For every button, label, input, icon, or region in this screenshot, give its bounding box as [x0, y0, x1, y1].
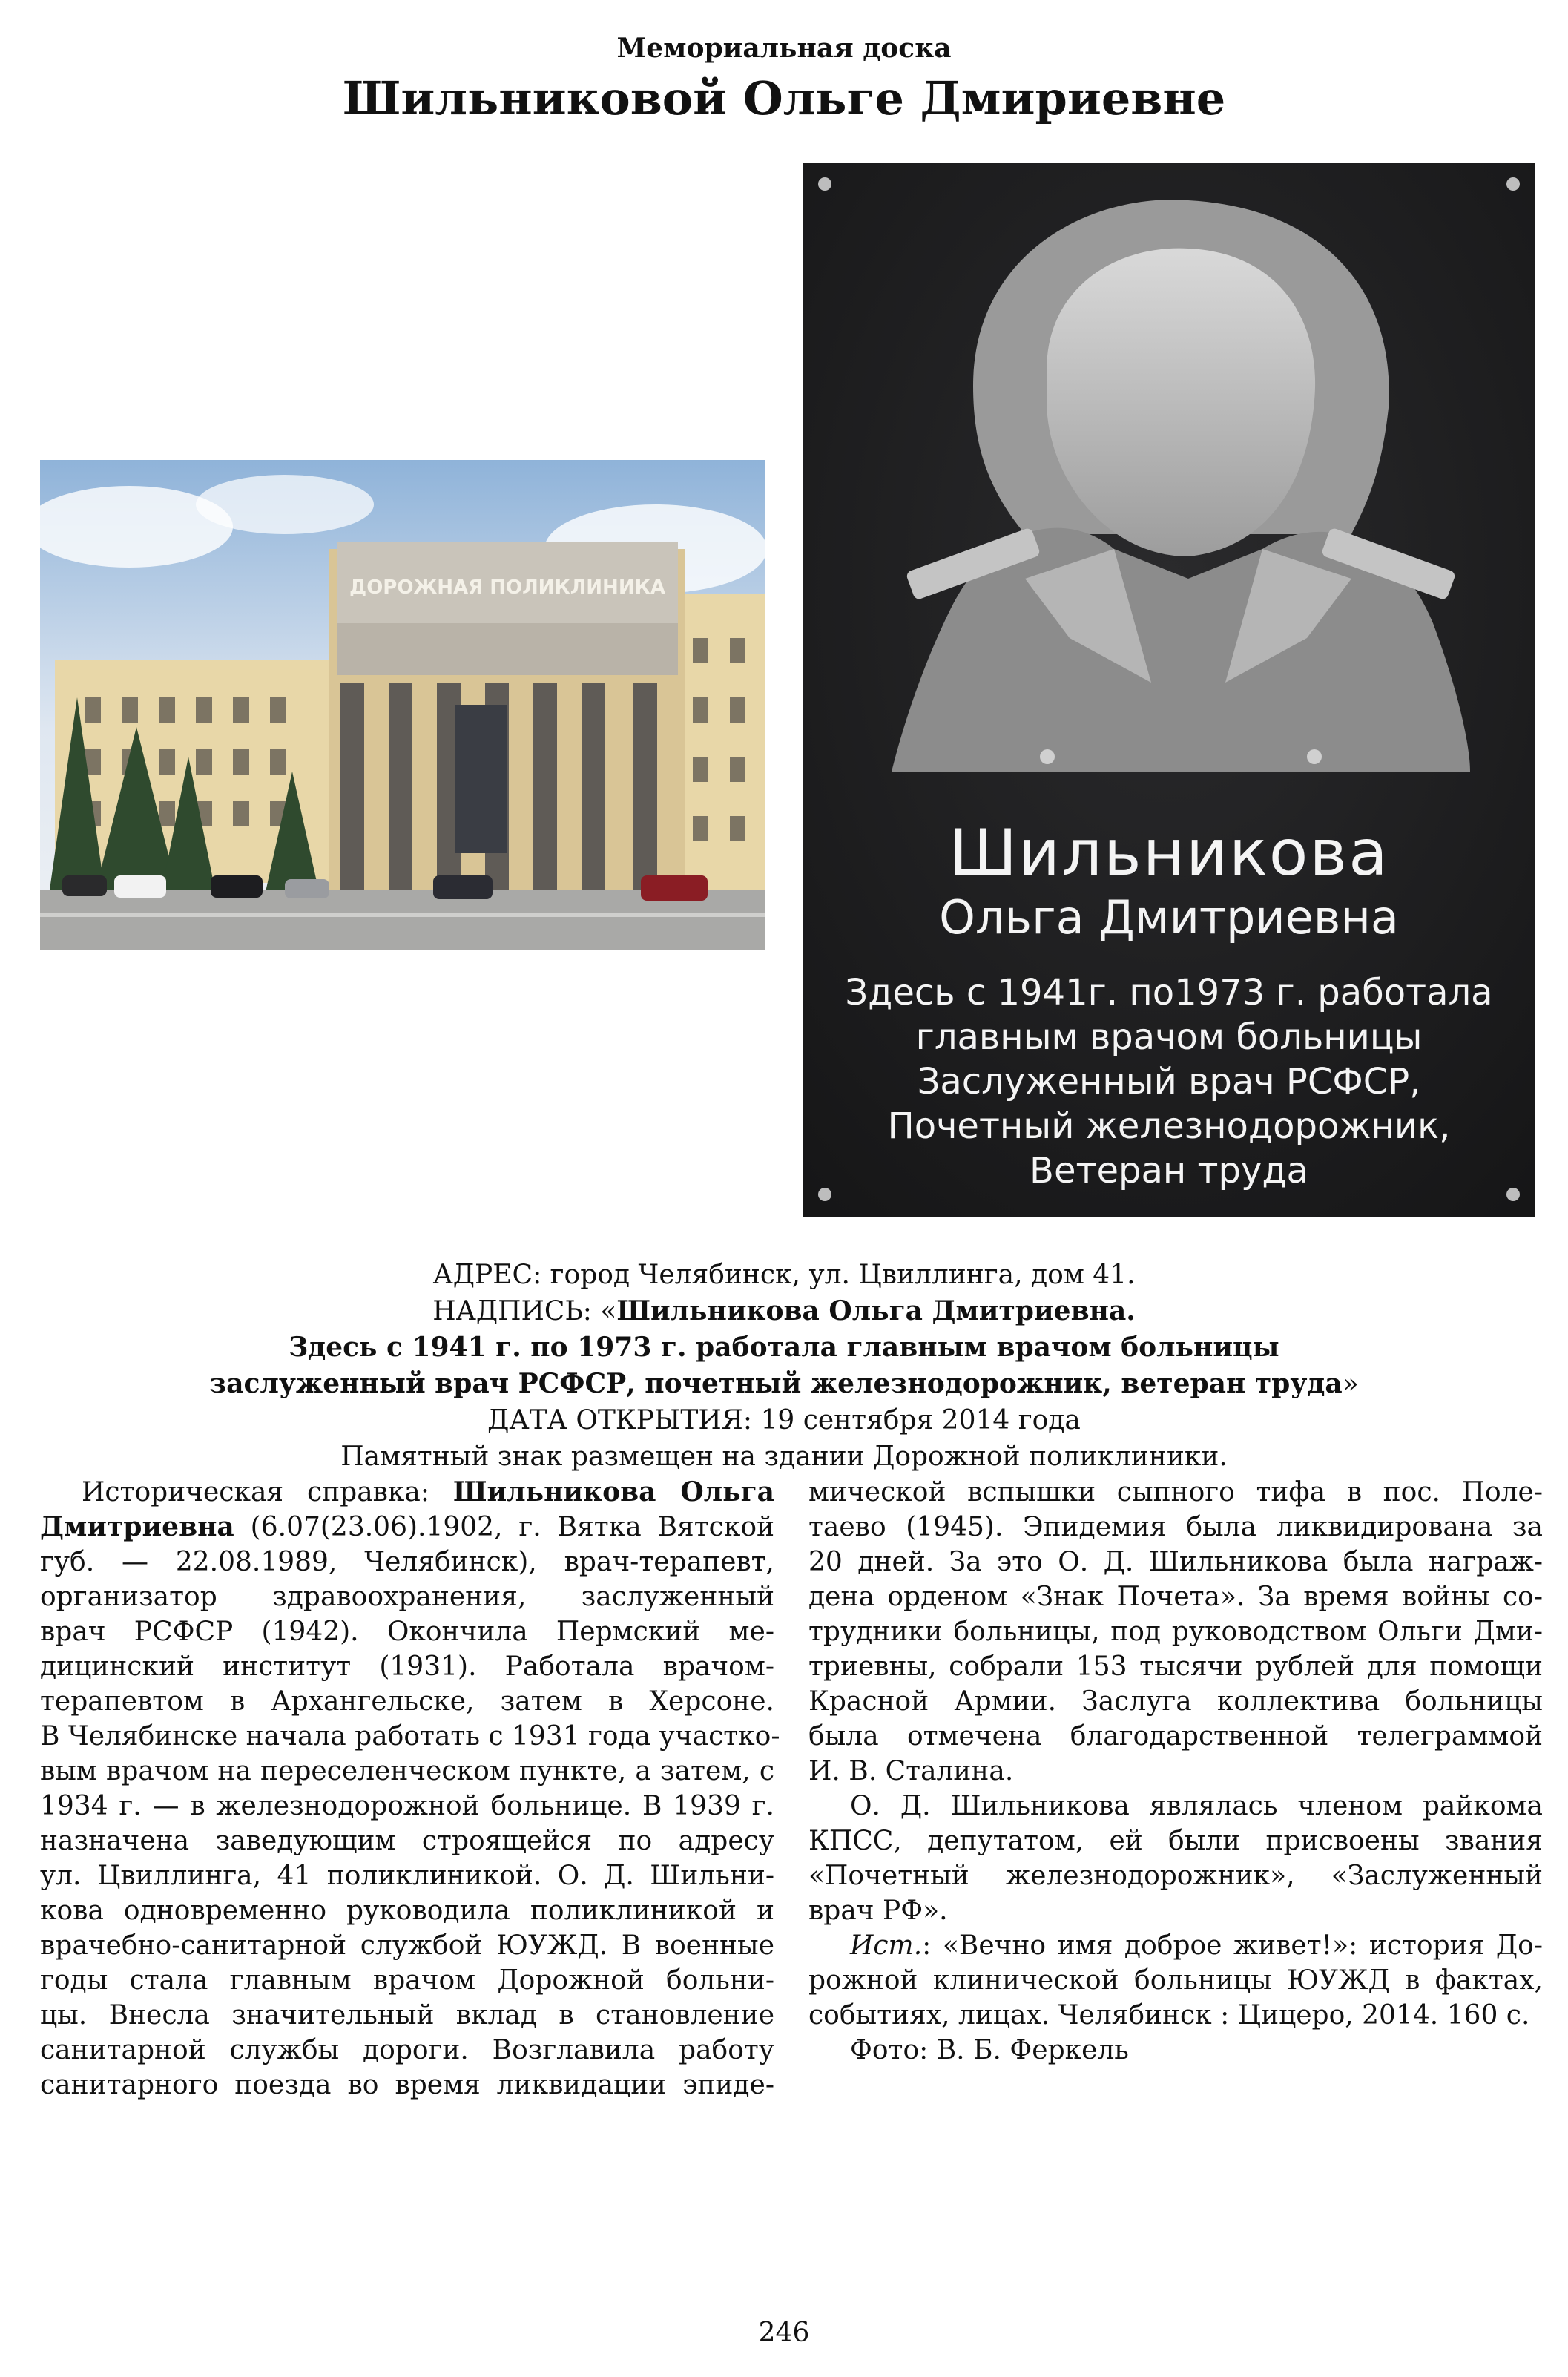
text-line: губ. — 22.08.1989, Челябинск), врач-терапевт,	[40, 1547, 774, 1577]
text-line: кова одновременно руководила поликлиникой и	[40, 1896, 774, 1926]
plaque-line: Заслуженный врач РСФСР,	[917, 1061, 1421, 1102]
text-line: Историческая справка: Шильникова Ольга	[82, 1476, 774, 1508]
text-line: годы стала главным врачом Дорожной больни-	[40, 1965, 774, 1996]
text-line: В Челябинске начала работать с 1931 года участко-	[40, 1721, 780, 1752]
text-line: трудники больницы, под руководством Ольги Дми-	[808, 1617, 1543, 1647]
caption-opening-date: ДАТА ОТКРЫТИЯ: 19 сентября 2014 года	[487, 1405, 1081, 1436]
page-number: 246	[758, 2318, 810, 2348]
text-line: мической вспышки сыпного тифа в пос. Поле-	[808, 1477, 1543, 1508]
text-line: дицинский институт (1931). Работала врачом-	[40, 1651, 774, 1682]
caption-inscription: НАДПИСЬ: «Шильникова Ольга Дмитриевна.	[432, 1295, 1136, 1326]
text-line: санитарной службы дороги. Возглавила работу	[40, 2035, 774, 2065]
page-kicker: Мемориальная доска	[616, 33, 952, 64]
text-line: «Почетный железнодорожник», «Заслуженный	[808, 1861, 1543, 1891]
text-line: назначена заведующим строящейся по адресу	[40, 1826, 774, 1856]
text-line: триевны, собрали 153 тысячи рублей для помощи	[808, 1651, 1543, 1682]
text-line: И. В. Сталина.	[808, 1756, 1014, 1786]
text-line: врач РФ».	[808, 1896, 948, 1926]
text-line: Красной Армии. Заслуга коллектива больницы	[808, 1686, 1543, 1717]
text-line: организатор здравоохранения, заслуженный	[40, 1582, 774, 1612]
text-line: 1934 г. — в железнодорожной больнице. В 1939 г.	[40, 1791, 774, 1821]
photo-credit: Фото: В. Б. Феркель	[850, 2035, 1129, 2065]
plaque-line: Ветеран труда	[1030, 1150, 1308, 1191]
text-line: рожной клинической больницы ЮУЖД в фактах,	[808, 1965, 1543, 1996]
text-line: вым врачом на переселенческом пункте, а затем, с	[40, 1756, 774, 1786]
plaque-patronymic: Ольга Дмитриевна	[939, 890, 1399, 944]
text-line: врач РСФСР (1942). Окончила Пермский ме-	[40, 1617, 774, 1647]
building-photo	[40, 460, 765, 950]
svg-text:ДОРОЖНАЯ ПОЛИКЛИНИКА: ДОРОЖНАЯ ПОЛИКЛИНИКА	[349, 576, 665, 599]
memorial-plaque-photo	[803, 163, 1535, 1217]
text-line: таево (1945). Эпидемия была ликвидирована за	[808, 1512, 1543, 1542]
text-line: событиях, лицах. Челябинск : Цицеро, 2014. 160 с.	[808, 2000, 1530, 2031]
text-line: была отмечена благодарственной телеграммой	[808, 1721, 1543, 1752]
plaque-line: Здесь с 1941г. по1973 г. работала	[845, 972, 1493, 1013]
plaque-name: Шильникова	[949, 816, 1389, 890]
text-line: цы. Внесла значительный вклад в становление	[40, 2000, 774, 2031]
text-line: дена орденом «Знак Почета». За время войны со-	[808, 1582, 1543, 1612]
caption-address: АДРЕС: город Челябинск, ул. Цвиллинга, дом 41.	[432, 1260, 1136, 1290]
source-line: Ист.: «Вечно имя доброе живет!»: история До-	[850, 1930, 1543, 1961]
text-line: ул. Цвиллинга, 41 поликлиникой. О. Д. Шильни-	[40, 1861, 774, 1891]
text-line: санитарного поезда во время ликвидации эпиде-	[40, 2070, 774, 2100]
plaque-line: Почетный железнодорожник,	[887, 1105, 1451, 1147]
text-line: врачебно-санитарной службой ЮУЖД. В военные	[40, 1930, 774, 1961]
text-line: терапевтом в Архангельске, затем в Херсоне.	[40, 1686, 774, 1717]
text-line: 20 дней. За это О. Д. Шильникова была награж-	[808, 1547, 1543, 1577]
caption-inscription-line: заслуженный врач РСФСР, почетный железнодорожник, ветеран труда»	[209, 1368, 1359, 1399]
page-title: Шильниковой Ольге Дмириевне	[342, 71, 1226, 125]
right-column	[808, 1475, 1543, 2068]
caption-location: Памятный знак размещен на здании Дорожной поликлиники.	[340, 1441, 1228, 1472]
plaque-line: главным врачом больницы	[915, 1016, 1423, 1058]
text-line: КПСС, депутатом, ей были присвоены звания	[808, 1826, 1543, 1856]
text-line: О. Д. Шильникова являлась членом райкома	[850, 1791, 1543, 1821]
caption-inscription-line: Здесь с 1941 г. по 1973 г. работала главным врачом больницы	[289, 1332, 1279, 1363]
left-column	[40, 1475, 780, 2103]
text-line: Дмитриевна (6.07(23.06).1902, г. Вятка Вятской	[40, 1511, 774, 1542]
